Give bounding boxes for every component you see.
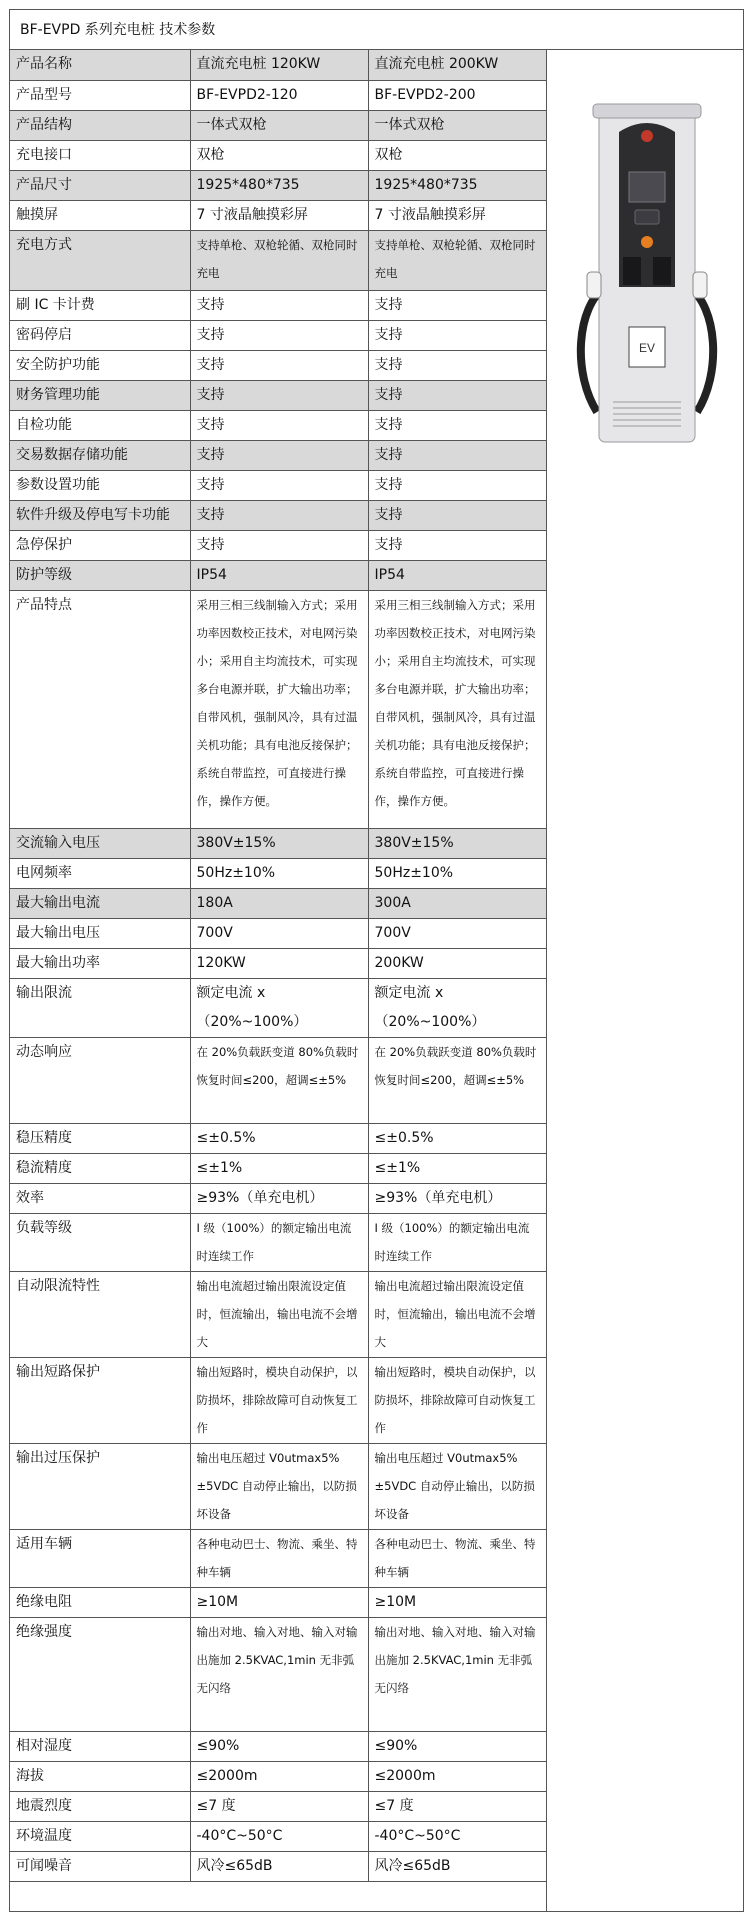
spec-row (10, 1153, 546, 1183)
charger-image (567, 92, 727, 452)
spec-label-cell: 急停保护 (10, 530, 190, 560)
spec-value-200: 在 20%负载跃变道 80%负载时恢复时间≤200，超调≤±5% (368, 1037, 546, 1123)
spec-label-cell: 环境温度 (10, 1821, 190, 1851)
display-screen (629, 172, 665, 202)
spec-label-cell: 地震烈度 (10, 1791, 190, 1821)
spec-value-120: 支持 (190, 350, 368, 380)
spec-row (10, 978, 546, 1037)
spec-value-120: 50Hz±10% (190, 858, 368, 888)
spec-label-cell: 刷 IC 卡计费 (10, 290, 190, 320)
right-connector (693, 272, 707, 298)
spec-row (10, 230, 546, 290)
spec-value-200: 输出电压超过 V0utmax5%±5VDC 自动停止输出，以防损坏设备 (368, 1443, 546, 1529)
spec-value-120: I 级（100%）的额定输出电流时连续工作 (190, 1213, 368, 1271)
left-connector (587, 272, 601, 298)
spec-label-cell: 产品结构 (10, 110, 190, 140)
spec-value-200: 采用三相三线制输入方式；采用功率因数校正技术，对电网污染小；采用自主均流技术，可实现多台电源并联，扩大输出功率；自带风机，强制风冷，具有过温关机功能；具有电池反接保护；系统自带监控，可直接进行操作，操作方便。 (368, 590, 546, 828)
spec-value-200: 支持 (368, 380, 546, 410)
spec-row (10, 828, 546, 858)
spec-row (10, 410, 546, 440)
spec-label-cell: 绝缘电阻 (10, 1587, 190, 1617)
header-cell-label: 产品名称 (10, 50, 190, 80)
header-cell-model-200: 直流充电桩 200KW (368, 50, 546, 80)
spec-value-120: 输出电流超过输出限流设定值时，恒流输出，输出电流不会增大 (190, 1271, 368, 1357)
spec-value-200: 1925*480*735 (368, 170, 546, 200)
spec-value-200: ≤±1% (368, 1153, 546, 1183)
spec-row (10, 80, 546, 110)
spec-value-120: 双枪 (190, 140, 368, 170)
spec-value-200: 支持 (368, 470, 546, 500)
spec-row (10, 1183, 546, 1213)
spec-value-120: 700V (190, 918, 368, 948)
spec-value-200: 支持 (368, 290, 546, 320)
spec-value-200: ≤90% (368, 1731, 546, 1761)
spec-label-cell: 输出过压保护 (10, 1443, 190, 1529)
spec-value-120: 额定电流 x （20%~100%） (190, 978, 368, 1037)
spec-value-200: 额定电流 x （20%~100%） (368, 978, 546, 1037)
spec-value-120: ≤±1% (190, 1153, 368, 1183)
spec-row (10, 290, 546, 320)
card-reader (635, 210, 659, 224)
spec-label-cell: 自动限流特性 (10, 1271, 190, 1357)
spec-label-cell: 密码停启 (10, 320, 190, 350)
spec-row (10, 1821, 546, 1851)
spec-value-200: 各种电动巴士、物流、乘坐、特种车辆 (368, 1529, 546, 1587)
spec-label-cell: 电网频率 (10, 858, 190, 888)
spec-row (10, 1851, 546, 1881)
spec-value-120: 支持 (190, 410, 368, 440)
spec-value-200: ≥93%（单充电机） (368, 1183, 546, 1213)
spec-row (10, 1123, 546, 1153)
spec-value-200: BF-EVPD2-200 (368, 80, 546, 110)
spec-row (10, 110, 546, 140)
gun-holster-right (653, 257, 671, 285)
spec-table-body (10, 50, 546, 1881)
spec-value-120: 支持 (190, 320, 368, 350)
spec-value-200: 300A (368, 888, 546, 918)
spec-label-cell: 软件升级及停电写卡功能 (10, 500, 190, 530)
spec-value-200: I 级（100%）的额定输出电流时连续工作 (368, 1213, 546, 1271)
spec-value-120: 支持 (190, 500, 368, 530)
spec-row (10, 590, 546, 828)
spec-label-cell: 防护等级 (10, 560, 190, 590)
spec-row (10, 140, 546, 170)
spec-value-120: 采用三相三线制输入方式；采用功率因数校正技术，对电网污染小；采用自主均流技术，可实现多台电源并联，扩大输出功率；自带风机，强制风冷，具有过温关机功能；具有电池反接保护；系统自带监控，可直接进行操作，操作方便。 (190, 590, 368, 828)
spec-value-120: BF-EVPD2-120 (190, 80, 368, 110)
spec-label-cell: 动态响应 (10, 1037, 190, 1123)
spec-value-120: 支持单枪、双枪轮循、双枪同时充电 (190, 230, 368, 290)
header-cell-model-120: 直流充电桩 120KW (190, 50, 368, 80)
spec-label-cell: 最大输出电流 (10, 888, 190, 918)
spec-value-120: 一体式双枪 (190, 110, 368, 140)
spec-row (10, 200, 546, 230)
spec-value-200: 支持单枪、双枪轮循、双枪同时充电 (368, 230, 546, 290)
spec-label-cell: 充电接口 (10, 140, 190, 170)
spec-label-cell: 交易数据存储功能 (10, 440, 190, 470)
spec-row (10, 170, 546, 200)
gun-holster-left (623, 257, 641, 285)
spec-label-cell: 最大输出电压 (10, 918, 190, 948)
spec-row (10, 1037, 546, 1123)
product-photo-cell (546, 50, 744, 1911)
spec-row (10, 1791, 546, 1821)
spec-label-cell: 交流输入电压 (10, 828, 190, 858)
spec-value-120: ≥93%（单充电机） (190, 1183, 368, 1213)
spec-value-120: 支持 (190, 440, 368, 470)
spec-label-cell: 负载等级 (10, 1213, 190, 1271)
spec-label-cell: 绝缘强度 (10, 1617, 190, 1731)
spec-value-200: 一体式双枪 (368, 110, 546, 140)
spec-value-120: 支持 (190, 470, 368, 500)
spec-value-120: 支持 (190, 290, 368, 320)
spec-label-cell: 海拔 (10, 1761, 190, 1791)
spec-label-cell: 效率 (10, 1183, 190, 1213)
spec-value-120: -40°C~50°C (190, 1821, 368, 1851)
spec-row (10, 918, 546, 948)
spec-value-120: 支持 (190, 530, 368, 560)
logo-mark (641, 130, 653, 142)
spec-value-120: ≥10M (190, 1587, 368, 1617)
spec-label-cell: 稳流精度 (10, 1153, 190, 1183)
spec-label-cell: 安全防护功能 (10, 350, 190, 380)
spec-row (10, 320, 546, 350)
spec-value-200: ≥10M (368, 1587, 546, 1617)
spec-value-200: 支持 (368, 530, 546, 560)
ev-sign-label: EV (638, 341, 656, 355)
spec-value-120: 各种电动巴士、物流、乘坐、特种车辆 (190, 1529, 368, 1587)
spec-label-cell: 最大输出功率 (10, 948, 190, 978)
spec-value-120: 支持 (190, 380, 368, 410)
spec-label-cell: 参数设置功能 (10, 470, 190, 500)
cabinet-top (593, 104, 701, 118)
spec-value-200: 输出短路时，模块自动保护，以防损坏，排除故障可自动恢复工作 (368, 1357, 546, 1443)
sheet-title: BF-EVPD 系列充电桩 技术参数 (10, 10, 743, 50)
spec-label-cell: 稳压精度 (10, 1123, 190, 1153)
spec-label-cell: 自检功能 (10, 410, 190, 440)
spec-value-200: 50Hz±10% (368, 858, 546, 888)
spec-value-120: 120KW (190, 948, 368, 978)
spec-value-120: ≤2000m (190, 1761, 368, 1791)
spec-label-cell: 财务管理功能 (10, 380, 190, 410)
spec-value-200: 支持 (368, 410, 546, 440)
spec-row (10, 1761, 546, 1791)
spec-label-cell: 产品型号 (10, 80, 190, 110)
spec-label-cell: 产品特点 (10, 590, 190, 828)
spec-row (10, 1271, 546, 1357)
spec-row (10, 530, 546, 560)
spec-value-200: 支持 (368, 440, 546, 470)
spec-value-120: 输出电压超过 V0utmax5%±5VDC 自动停止输出，以防损坏设备 (190, 1443, 368, 1529)
spec-value-200: 支持 (368, 350, 546, 380)
spec-table (10, 50, 547, 1882)
spec-value-120: 在 20%负载跃变道 80%负载时恢复时间≤200，超调≤±5% (190, 1037, 368, 1123)
spec-value-120: ≤90% (190, 1731, 368, 1761)
spec-value-200: ≤±0.5% (368, 1123, 546, 1153)
spec-value-200: 支持 (368, 320, 546, 350)
spec-value-200: 200KW (368, 948, 546, 978)
spec-value-200: 7 寸液晶触摸彩屏 (368, 200, 546, 230)
spec-row (10, 560, 546, 590)
spec-value-120: 380V±15% (190, 828, 368, 858)
spec-row (10, 440, 546, 470)
spec-row (10, 1587, 546, 1617)
spec-value-120: 输出短路时，模块自动保护，以防损坏，排除故障可自动恢复工作 (190, 1357, 368, 1443)
spec-value-120: 输出对地、输入对地、输入对输出施加 2.5KVAC,1min 无非弧无闪络 (190, 1617, 368, 1731)
spec-value-120: 7 寸液晶触摸彩屏 (190, 200, 368, 230)
spec-value-200: 双枪 (368, 140, 546, 170)
spec-value-200: 380V±15% (368, 828, 546, 858)
spec-value-120: 1925*480*735 (190, 170, 368, 200)
header-row (10, 50, 546, 80)
spec-row (10, 470, 546, 500)
spec-label-cell: 输出短路保护 (10, 1357, 190, 1443)
spec-value-200: 输出对地、输入对地、输入对输出施加 2.5KVAC,1min 无非弧无闪络 (368, 1617, 546, 1731)
spec-label-cell: 适用车辆 (10, 1529, 190, 1587)
spec-value-200: ≤2000m (368, 1761, 546, 1791)
spec-value-120: 180A (190, 888, 368, 918)
spec-row (10, 948, 546, 978)
spec-value-200: IP54 (368, 560, 546, 590)
spec-row (10, 1529, 546, 1587)
spec-label-cell: 充电方式 (10, 230, 190, 290)
spec-value-200: 700V (368, 918, 546, 948)
spec-value-120: 风冷≤65dB (190, 1851, 368, 1881)
spec-row (10, 858, 546, 888)
spec-row (10, 888, 546, 918)
spec-value-120: ≤7 度 (190, 1791, 368, 1821)
spec-row (10, 350, 546, 380)
spec-row (10, 1731, 546, 1761)
spec-value-200: 输出电流超过输出限流设定值时，恒流输出，输出电流不会增大 (368, 1271, 546, 1357)
spec-value-200: ≤7 度 (368, 1791, 546, 1821)
emergency-stop-button (641, 236, 653, 248)
spec-value-120: IP54 (190, 560, 368, 590)
spec-label-cell: 相对湿度 (10, 1731, 190, 1761)
spec-row (10, 1213, 546, 1271)
spec-value-200: -40°C~50°C (368, 1821, 546, 1851)
spec-row (10, 1357, 546, 1443)
spec-label-cell: 触摸屏 (10, 200, 190, 230)
spec-value-120: ≤±0.5% (190, 1123, 368, 1153)
spec-row (10, 380, 546, 410)
spec-row (10, 500, 546, 530)
spec-label-cell: 可闻噪音 (10, 1851, 190, 1881)
spec-label-cell: 输出限流 (10, 978, 190, 1037)
spec-sheet (9, 9, 744, 1912)
spec-row (10, 1617, 546, 1731)
spec-value-200: 风冷≤65dB (368, 1851, 546, 1881)
spec-row (10, 1443, 546, 1529)
spec-value-200: 支持 (368, 500, 546, 530)
spec-label-cell: 产品尺寸 (10, 170, 190, 200)
